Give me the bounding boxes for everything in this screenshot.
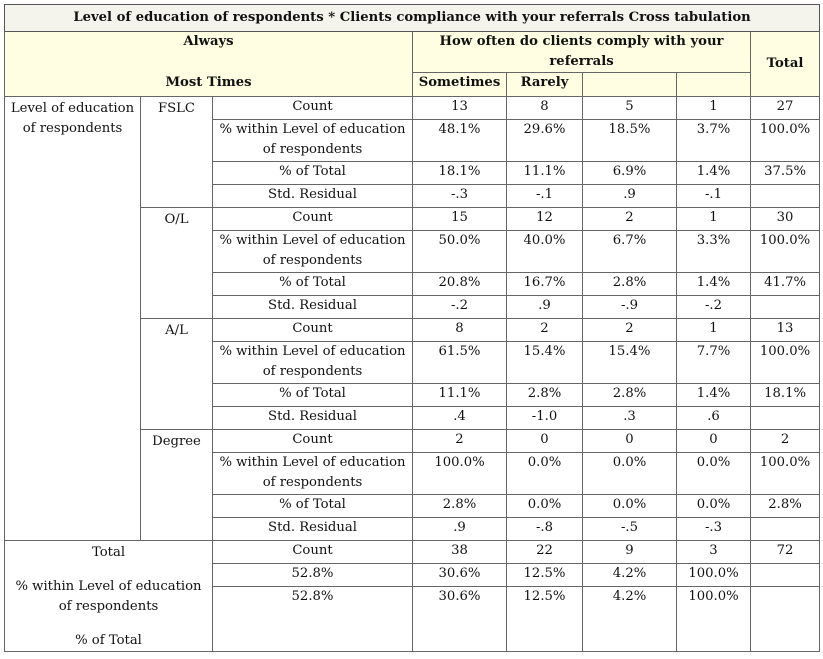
data-cell: .6 <box>677 406 751 429</box>
data-cell: 27 <box>751 96 820 119</box>
data-cell: -.1 <box>677 184 751 207</box>
data-cell: 100.0% <box>677 563 751 586</box>
data-cell: 12.5% <box>507 563 583 586</box>
header-total: Total <box>751 32 820 97</box>
data-cell: -.3 <box>677 517 751 540</box>
data-cell: 30.6% <box>413 563 507 586</box>
data-cell: 18.1% <box>413 161 507 184</box>
data-cell: -.1 <box>507 184 583 207</box>
data-cell: 2.8% <box>751 494 820 517</box>
data-cell: 0 <box>583 429 677 452</box>
data-cell: 12.5% <box>507 586 583 651</box>
header-rarely: Rarely <box>507 73 583 97</box>
data-cell: 15.4% <box>507 341 583 383</box>
data-cell: .3 <box>583 406 677 429</box>
stat-label: Count <box>213 429 413 452</box>
data-cell: 6.7% <box>583 230 677 272</box>
data-cell: 22 <box>507 540 583 563</box>
stat-label: Count <box>213 96 413 119</box>
data-cell: 2 <box>583 207 677 230</box>
data-cell: 37.5% <box>751 161 820 184</box>
data-cell: 4.2% <box>583 563 677 586</box>
data-cell: -1.0 <box>507 406 583 429</box>
stat-label: % within Level of education of respondents <box>213 341 413 383</box>
data-cell: .4 <box>413 406 507 429</box>
data-cell: 9 <box>583 540 677 563</box>
data-cell: 11.1% <box>413 383 507 406</box>
data-cell: 29.6% <box>507 119 583 161</box>
data-cell: 0 <box>507 429 583 452</box>
stat-label: % within Level of education of respondents <box>213 230 413 272</box>
data-cell: 40.0% <box>507 230 583 272</box>
data-cell: 2 <box>413 429 507 452</box>
total-pct-within-label: % within Level of education of respondents <box>15 578 202 614</box>
data-cell: -.2 <box>677 295 751 318</box>
data-cell: 0.0% <box>677 494 751 517</box>
row-label-education: Level of education of respondents <box>5 96 141 540</box>
data-cell: 52.8% <box>213 586 413 651</box>
data-cell: 2 <box>583 318 677 341</box>
stat-label: Count <box>213 207 413 230</box>
data-cell: -.3 <box>413 184 507 207</box>
data-cell: 15.4% <box>583 341 677 383</box>
data-cell: -.9 <box>583 295 677 318</box>
data-cell: 100.0% <box>751 119 820 161</box>
data-cell: 100.0% <box>751 341 820 383</box>
data-cell: 1 <box>677 96 751 119</box>
data-cell: 48.1% <box>413 119 507 161</box>
group-name: FSLC <box>141 96 213 207</box>
data-cell: 61.5% <box>413 341 507 383</box>
data-cell: 1 <box>677 318 751 341</box>
total-pct-total-label: % of Total <box>75 632 142 648</box>
total-row-labels <box>5 540 213 651</box>
stat-label: % of Total <box>213 161 413 184</box>
stat-label: % within Level of education of respondents <box>213 452 413 494</box>
data-cell: 16.7% <box>507 272 583 295</box>
data-cell: 1.4% <box>677 383 751 406</box>
table-title: Level of education of respondents * Clients compliance with your referrals Cross tabulation <box>5 5 820 32</box>
data-cell: .9 <box>413 517 507 540</box>
stat-label: Std. Residual <box>213 295 413 318</box>
data-cell: 11.1% <box>507 161 583 184</box>
header-most-times: Most Times <box>5 73 413 97</box>
data-cell: 8 <box>507 96 583 119</box>
data-cell: 13 <box>413 96 507 119</box>
data-cell: 0.0% <box>677 452 751 494</box>
header-blank-1 <box>583 73 677 97</box>
data-cell-empty <box>751 563 820 586</box>
data-cell: 12 <box>507 207 583 230</box>
data-cell: 100.0% <box>751 452 820 494</box>
stat-label: Std. Residual <box>213 184 413 207</box>
data-cell: 1.4% <box>677 272 751 295</box>
header-sometimes: Sometimes <box>413 73 507 97</box>
data-cell <box>751 295 820 318</box>
data-cell: 0.0% <box>507 494 583 517</box>
data-cell: 50.0% <box>413 230 507 272</box>
data-cell: 41.7% <box>751 272 820 295</box>
stat-label: % of Total <box>213 272 413 295</box>
group-name: O/L <box>141 207 213 318</box>
data-cell: -.2 <box>413 295 507 318</box>
stat-label: Count <box>213 540 413 563</box>
data-cell: 18.5% <box>583 119 677 161</box>
data-cell: -.8 <box>507 517 583 540</box>
stat-label: % of Total <box>213 383 413 406</box>
group-name: A/L <box>141 318 213 429</box>
data-cell: 20.8% <box>413 272 507 295</box>
data-cell: 2.8% <box>583 272 677 295</box>
data-cell: 72 <box>751 540 820 563</box>
data-cell: 2.8% <box>583 383 677 406</box>
data-cell: 30 <box>751 207 820 230</box>
data-cell: 52.8% <box>213 563 413 586</box>
data-cell: 100.0% <box>751 230 820 272</box>
data-cell: 4.2% <box>583 586 677 651</box>
data-cell: 15 <box>413 207 507 230</box>
data-cell: 0.0% <box>507 452 583 494</box>
data-cell: 2.8% <box>413 494 507 517</box>
data-cell <box>751 517 820 540</box>
data-cell: 3.7% <box>677 119 751 161</box>
data-cell <box>751 406 820 429</box>
group-name: Degree <box>141 429 213 540</box>
data-cell: 3 <box>677 540 751 563</box>
data-cell-empty <box>751 586 820 651</box>
data-cell: 8 <box>413 318 507 341</box>
data-cell: 100.0% <box>413 452 507 494</box>
header-always: Always <box>5 32 413 73</box>
header-how-often: How often do clients comply with your referrals <box>413 32 751 73</box>
data-cell: 5 <box>583 96 677 119</box>
table-row <box>5 96 820 119</box>
stat-label: % of Total <box>213 494 413 517</box>
data-cell: 100.0% <box>677 586 751 651</box>
data-cell: 1 <box>677 207 751 230</box>
data-cell <box>751 184 820 207</box>
data-cell: 18.1% <box>751 383 820 406</box>
stat-label: Std. Residual <box>213 406 413 429</box>
data-cell: 3.3% <box>677 230 751 272</box>
data-cell: .9 <box>583 184 677 207</box>
stat-label: % within Level of education of respondents <box>213 119 413 161</box>
data-cell: -.5 <box>583 517 677 540</box>
data-cell: 7.7% <box>677 341 751 383</box>
data-cell: 0.0% <box>583 452 677 494</box>
stat-label: Std. Residual <box>213 517 413 540</box>
table-row <box>5 540 820 563</box>
data-cell: 1.4% <box>677 161 751 184</box>
data-cell: 30.6% <box>413 586 507 651</box>
data-cell: 6.9% <box>583 161 677 184</box>
data-cell: 2 <box>751 429 820 452</box>
data-cell: 2.8% <box>507 383 583 406</box>
data-cell: .9 <box>507 295 583 318</box>
crosstab-table <box>4 4 820 652</box>
data-cell: 0 <box>677 429 751 452</box>
data-cell: 13 <box>751 318 820 341</box>
data-cell: 2 <box>507 318 583 341</box>
data-cell: 38 <box>413 540 507 563</box>
data-cell: 0.0% <box>583 494 677 517</box>
stat-label: Count <box>213 318 413 341</box>
header-blank-2 <box>677 73 751 97</box>
total-label: Total <box>91 544 126 560</box>
